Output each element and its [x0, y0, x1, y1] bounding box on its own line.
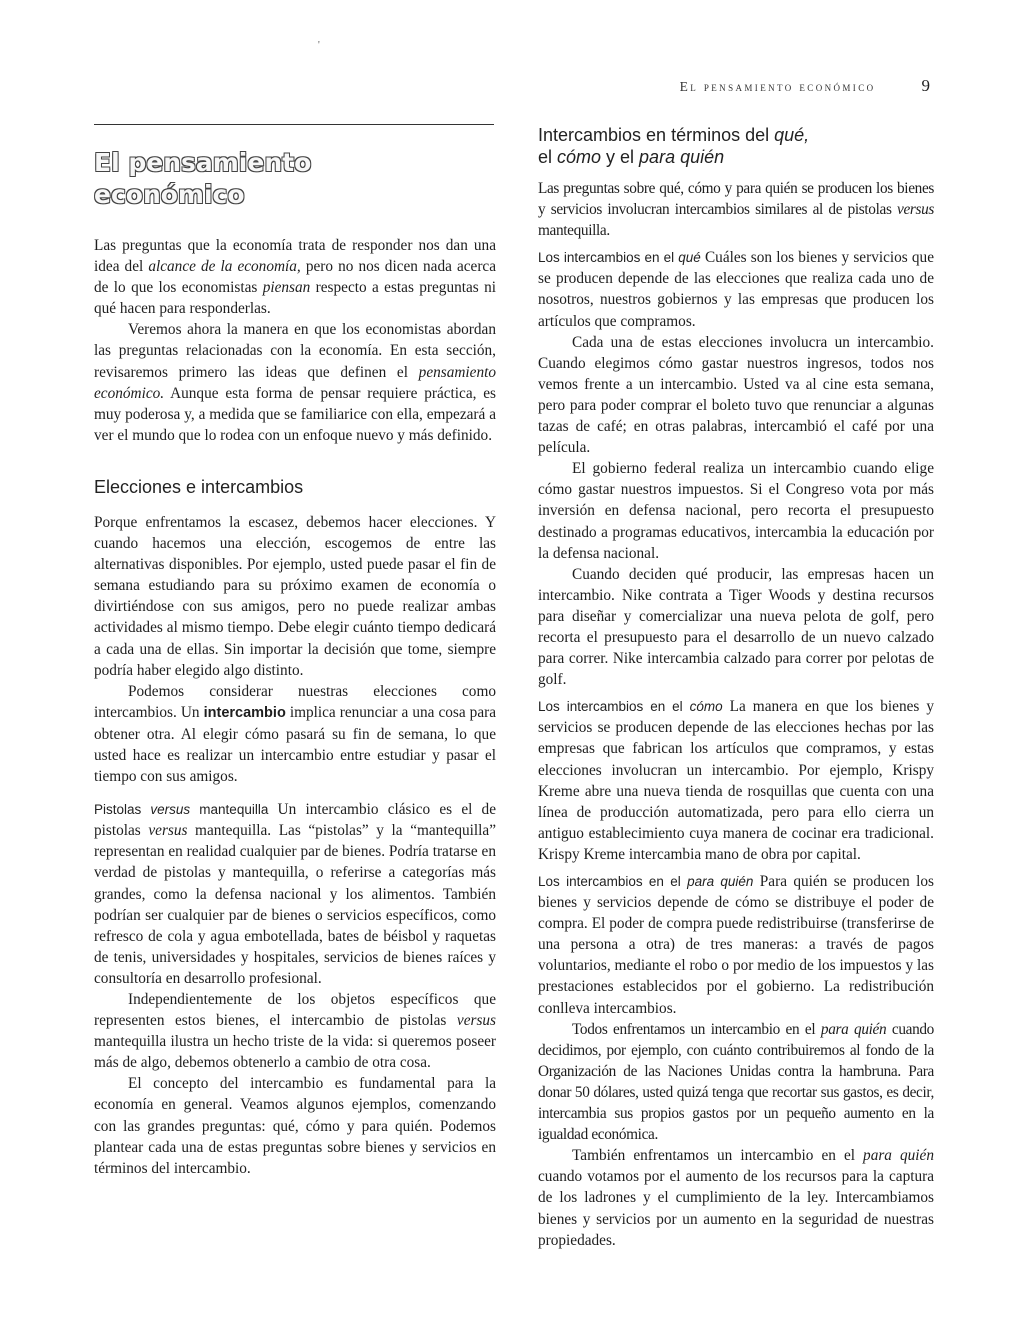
como-paragraph-1: Los intercambios en el cómo La manera en que los bienes y servicios se producen depende de las elecciones hechas por las empresas que fabrican los artículos que compramos, y estas elecciones involucran un intercambio. Por ejemplo, Krispy Kreme abre una nueva tienda de rosquillas que cuenta con una línea de producción automatizada, pero para ello cierra un antiguo establecimiento cuya manera de cocinar era tradicional. Krispy Kreme intercambia mano de obra por capital.	[538, 698, 935, 863]
que-paragraph-2: Cada una de estas elecciones involucra un intercambio. Cuando elegimos cómo gastar nuestros ingresos, todos nos vemos frente a un intercambio. Usted va al cine esta semana, pero para poder comprar el boleto tuvo que renunciar a algunas tazas de café; en otras palabras, intercambió el café por una película.	[538, 333, 934, 457]
quien-paragraph-3: También enfrentamos un intercambio en el para quién cuando votamos por el aumento de los recursos para la captura de los ladrones y el cumplimiento de la ley. Intercambiamos bienes y servicios por un aumento en la seguridad de nuestras propiedades.	[538, 1147, 934, 1249]
running-title: El pensamiento económico	[679, 79, 876, 94]
keyword-intercambio: intercambio	[203, 704, 286, 721]
elecciones-paragraph-1: Porque enfrentamos la escasez, debemos hacer elecciones. Y cuando hacemos una elección, escogemos de entre las alternativas disponibles. Por ejemplo, usted puede pasar el fin de semana estudiando para su próximo examen de economía o divirtiéndose con sus amigos, pero no puede realizar ambas actividades al mismo tiempo. Debe elegir cuánto tiempo dedicará a cada una de ellas. Sin importar la decisión que tome, siempre podría haber elegido algo distinto.	[94, 513, 496, 679]
pistolas-paragraph-1: Pistolas versus mantequilla Un intercambio clásico es el de pistolas versus mantequilla. Las “pistolas” y la “mantequilla” representan en realidad cualquier par de bienes. Podría tratarse en verdad de pistolas y mantequilla, o referirse a categorías más grandes, como la defensa nacional y los alimentos. También podrían ser cualquier par de bienes o servicios específicos, como refresco de cola y agua embotellada, bates de béisbol y raquetas de tenis, universidades y hospitales, servicios de bienes raíces y consultoría en desarrollo profesional.	[94, 801, 496, 987]
elecciones-paragraph-2: Podemos considerar nuestras elecciones como intercambios. Un intercambio implica renunciar a una cosa para obtener otra. Al elegir cómo pasará su fin de semana, lo que usted hace es realizar un intercambio entre estudiar y pasar el tiempo con sus amigos.	[94, 682, 497, 786]
runin-que: Los intercambios en el qué	[538, 250, 701, 266]
que-paragraph-1: Los intercambios en el qué Cuáles son los bienes y servicios que se producen depende de las elecciones que realiza cada uno de nosotros, nuestros gobiernos y las empresas que producen los artículos que compramos.	[538, 249, 934, 330]
quien-paragraph-1: Los intercambios en el para quién Para quién se producen los bienes y servicios depende de cómo se distribuye el poder de compra. El poder de compra puede redistribuirse (transferirse de una persona a otra) de tres maneras: a través de pagos voluntarios, mediante el robo o por medio de los impuestos y las prestaciones establecidos por el gobierno. La redistribución conlleva intercambios.	[538, 873, 934, 1017]
section-title-line-2: económico	[94, 180, 245, 209]
pistolas-paragraph-2: Independientemente de los objetos específicos que representen estos bienes, el intercambio de pistolas versus mantequilla ilustra un hecho triste de la vida: si queremos poseer más de algo, debemos obtenerlo a cambio de otra cosa.	[94, 991, 496, 1072]
runin-para-quien: Los intercambios en el para quién	[538, 874, 754, 889]
runin-como: Los intercambios en el cómo	[538, 699, 723, 715]
pistolas-paragraph-3: El concepto del intercambio es fundamental para la economía en general. Veamos algunos ejemplos, comenzando con las grandes preguntas: qué, cómo y para quién. Podemos plantear cada una de estas preguntas sobre bienes y servicios en términos del intercambio.	[94, 1075, 496, 1177]
left-column	[94, 124, 496, 1179]
heading-elecciones: Elecciones e intercambios	[94, 476, 304, 497]
section-rule	[94, 124, 494, 125]
que-paragraph-4: Cuando deciden qué producir, las empresas hacen un intercambio. Nike contrata a Tiger Woods y destina recursos para diseñar y comercializar una nueva pelota de golf, pero recorta el presupuesto para el desarrollo de un nuevo calzado para correr. Nike intercambia calzado para correr por pelotas de golf.	[538, 565, 934, 689]
page-number: 9	[921, 76, 930, 95]
section-title-line-1: El pensamiento	[94, 148, 312, 177]
intercambios-paragraph-1: Las preguntas sobre qué, cómo y para quién se producen los bienes y servicios involucran intercambios similares al de pistolas versus mantequilla.	[538, 180, 934, 240]
quien-paragraph-2: Todos enfrentamos un intercambio en el para quién cuando decidimos, por ejemplo, con cuánto contribuiremos al fondo de la Organización de las Naciones Unidas contra la hambruna. Para donar 50 dólares, usted quizá tenga que recortar sus gastos, es decir, intercambia sus propios gastos por un pequeño aumento en la igualdad económica.	[538, 1020, 934, 1144]
heading-intercambios-terminos: Intercambios en términos del qué, el cómo y el para quién	[538, 125, 810, 167]
stray-mark: '	[318, 40, 320, 51]
intro-paragraph-2: Veremos ahora la manera en que los economistas abordan las preguntas relacionadas con la economía. En esta sección, revisaremos primero las ideas que definen el pensamiento económico. Aunque esta forma de pensar requiere práctica, es muy poderosa y, a medida que se familiarice con ella, empezará a ver el mundo que lo rodea con un enfoque nuevo y más definido.	[94, 321, 496, 444]
running-header	[600, 76, 930, 96]
intro-paragraph-1: Las preguntas que la economía trata de responder nos dan una idea del alcance de la economía, pero no nos dicen nada acerca de lo que los economistas piensan respecto a estas preguntas ni qué hacen para responderlas.	[94, 237, 496, 318]
runin-pistolas: Pistolas versus mantequilla	[94, 802, 269, 818]
que-paragraph-3: El gobierno federal realiza un intercambio cuando elige cómo gastar nuestros impuestos. Si el Congreso vota por más inversión en defensa nacional, pero recorta el presupuesto destinado a programas educativos, intercambia la educación por la defensa nacional.	[538, 460, 934, 562]
right-column	[538, 124, 934, 1251]
section-title	[94, 147, 496, 211]
